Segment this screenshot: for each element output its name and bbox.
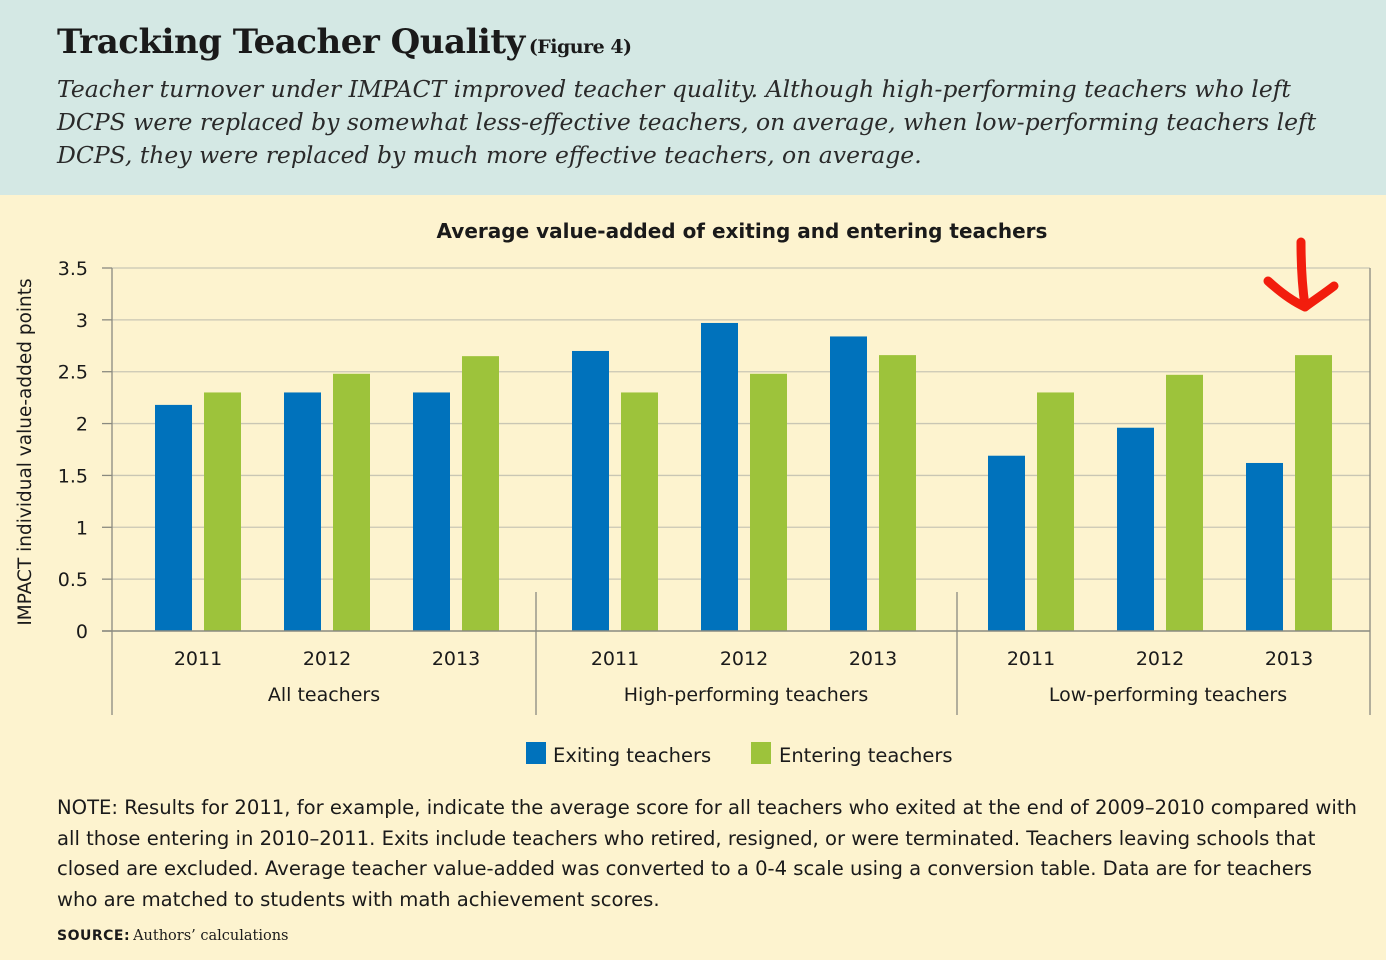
bar-entering [204, 392, 241, 631]
source-line [57, 928, 289, 944]
legend-label-exiting: Exiting teachers [553, 744, 712, 767]
group-label: Low-performing teachers [1048, 684, 1288, 706]
y-tick-label: 2 [75, 413, 88, 436]
y-tick-label: 3.5 [57, 258, 88, 280]
x-tick-label: 2011 [590, 648, 640, 670]
x-tick-label: 2013 [1264, 648, 1314, 670]
figure-subtitle: Teacher turnover under IMPACT improved teacher quality. Although high-performing teachers who left DCPS were replaced by somewhat less-effective teachers, on average, when low-performing teachers left DCPS, they were replaced by much more effective teachers, on average. [57, 75, 1317, 169]
x-tick-label: 2011 [1006, 648, 1056, 670]
group-label: High-performing teachers [623, 684, 869, 706]
bar-entering [879, 355, 916, 631]
title-text: Tracking Teacher Quality [57, 22, 525, 62]
x-tick-label: 2011 [173, 648, 223, 670]
bar-entering [1166, 375, 1203, 631]
y-tick-label: 2.5 [57, 361, 88, 384]
x-tick-label: 2013 [431, 648, 481, 670]
bar-exiting [1246, 463, 1283, 631]
bar-exiting [155, 405, 192, 631]
y-tick-label: 1 [75, 517, 88, 540]
bar-exiting [284, 392, 321, 631]
x-tick-label: 2012 [719, 648, 769, 670]
x-tick-label: 2012 [302, 648, 352, 670]
legend-label-entering: Entering teachers [779, 744, 953, 767]
bar-entering [462, 356, 499, 631]
note-text: NOTE: Results for 2011, for example, indicate the average score for all teachers who exited at the end of 2009–2010 compared with all those entering in 2010–2011. Exits include teachers who retired, resigned, or were terminated. Teachers leaving schools that closed are excluded. Average teacher value-added was converted to a 0-4 scale using a conversion table. Data are for teachers who are matched to students with math achievement scores. [57, 796, 1357, 911]
y-axis-label: IMPACT individual value-added points [15, 278, 36, 626]
bar-exiting [572, 351, 609, 631]
legend-swatch-entering [751, 742, 771, 764]
chart-title: Average value-added of exiting and entering teachers [436, 219, 1048, 243]
y-tick-label: 0.5 [57, 569, 88, 592]
bar-entering [333, 374, 370, 631]
bar-exiting [1117, 428, 1154, 631]
bar-entering [1037, 392, 1074, 631]
y-tick-label: 3 [75, 309, 88, 332]
figure-label: (Figure 4) [528, 36, 632, 58]
y-tick-label: 0 [75, 621, 88, 643]
bar-entering [1295, 355, 1332, 631]
bar-entering [750, 374, 787, 631]
legend-swatch-exiting [526, 742, 546, 764]
bar-exiting [988, 456, 1025, 631]
x-tick-label: 2013 [848, 648, 898, 670]
red-arrow-annotation [1301, 242, 1305, 306]
group-label: All teachers [267, 684, 381, 706]
bar-exiting [701, 323, 738, 631]
bar-entering [621, 392, 658, 631]
x-tick-label: 2012 [1135, 648, 1185, 670]
source-label: SOURCE: [57, 928, 131, 944]
y-tick-label: 1.5 [57, 465, 88, 488]
source-text: Authors’ calculations [133, 928, 289, 944]
bar-exiting [413, 392, 450, 631]
bar-exiting [830, 336, 867, 631]
